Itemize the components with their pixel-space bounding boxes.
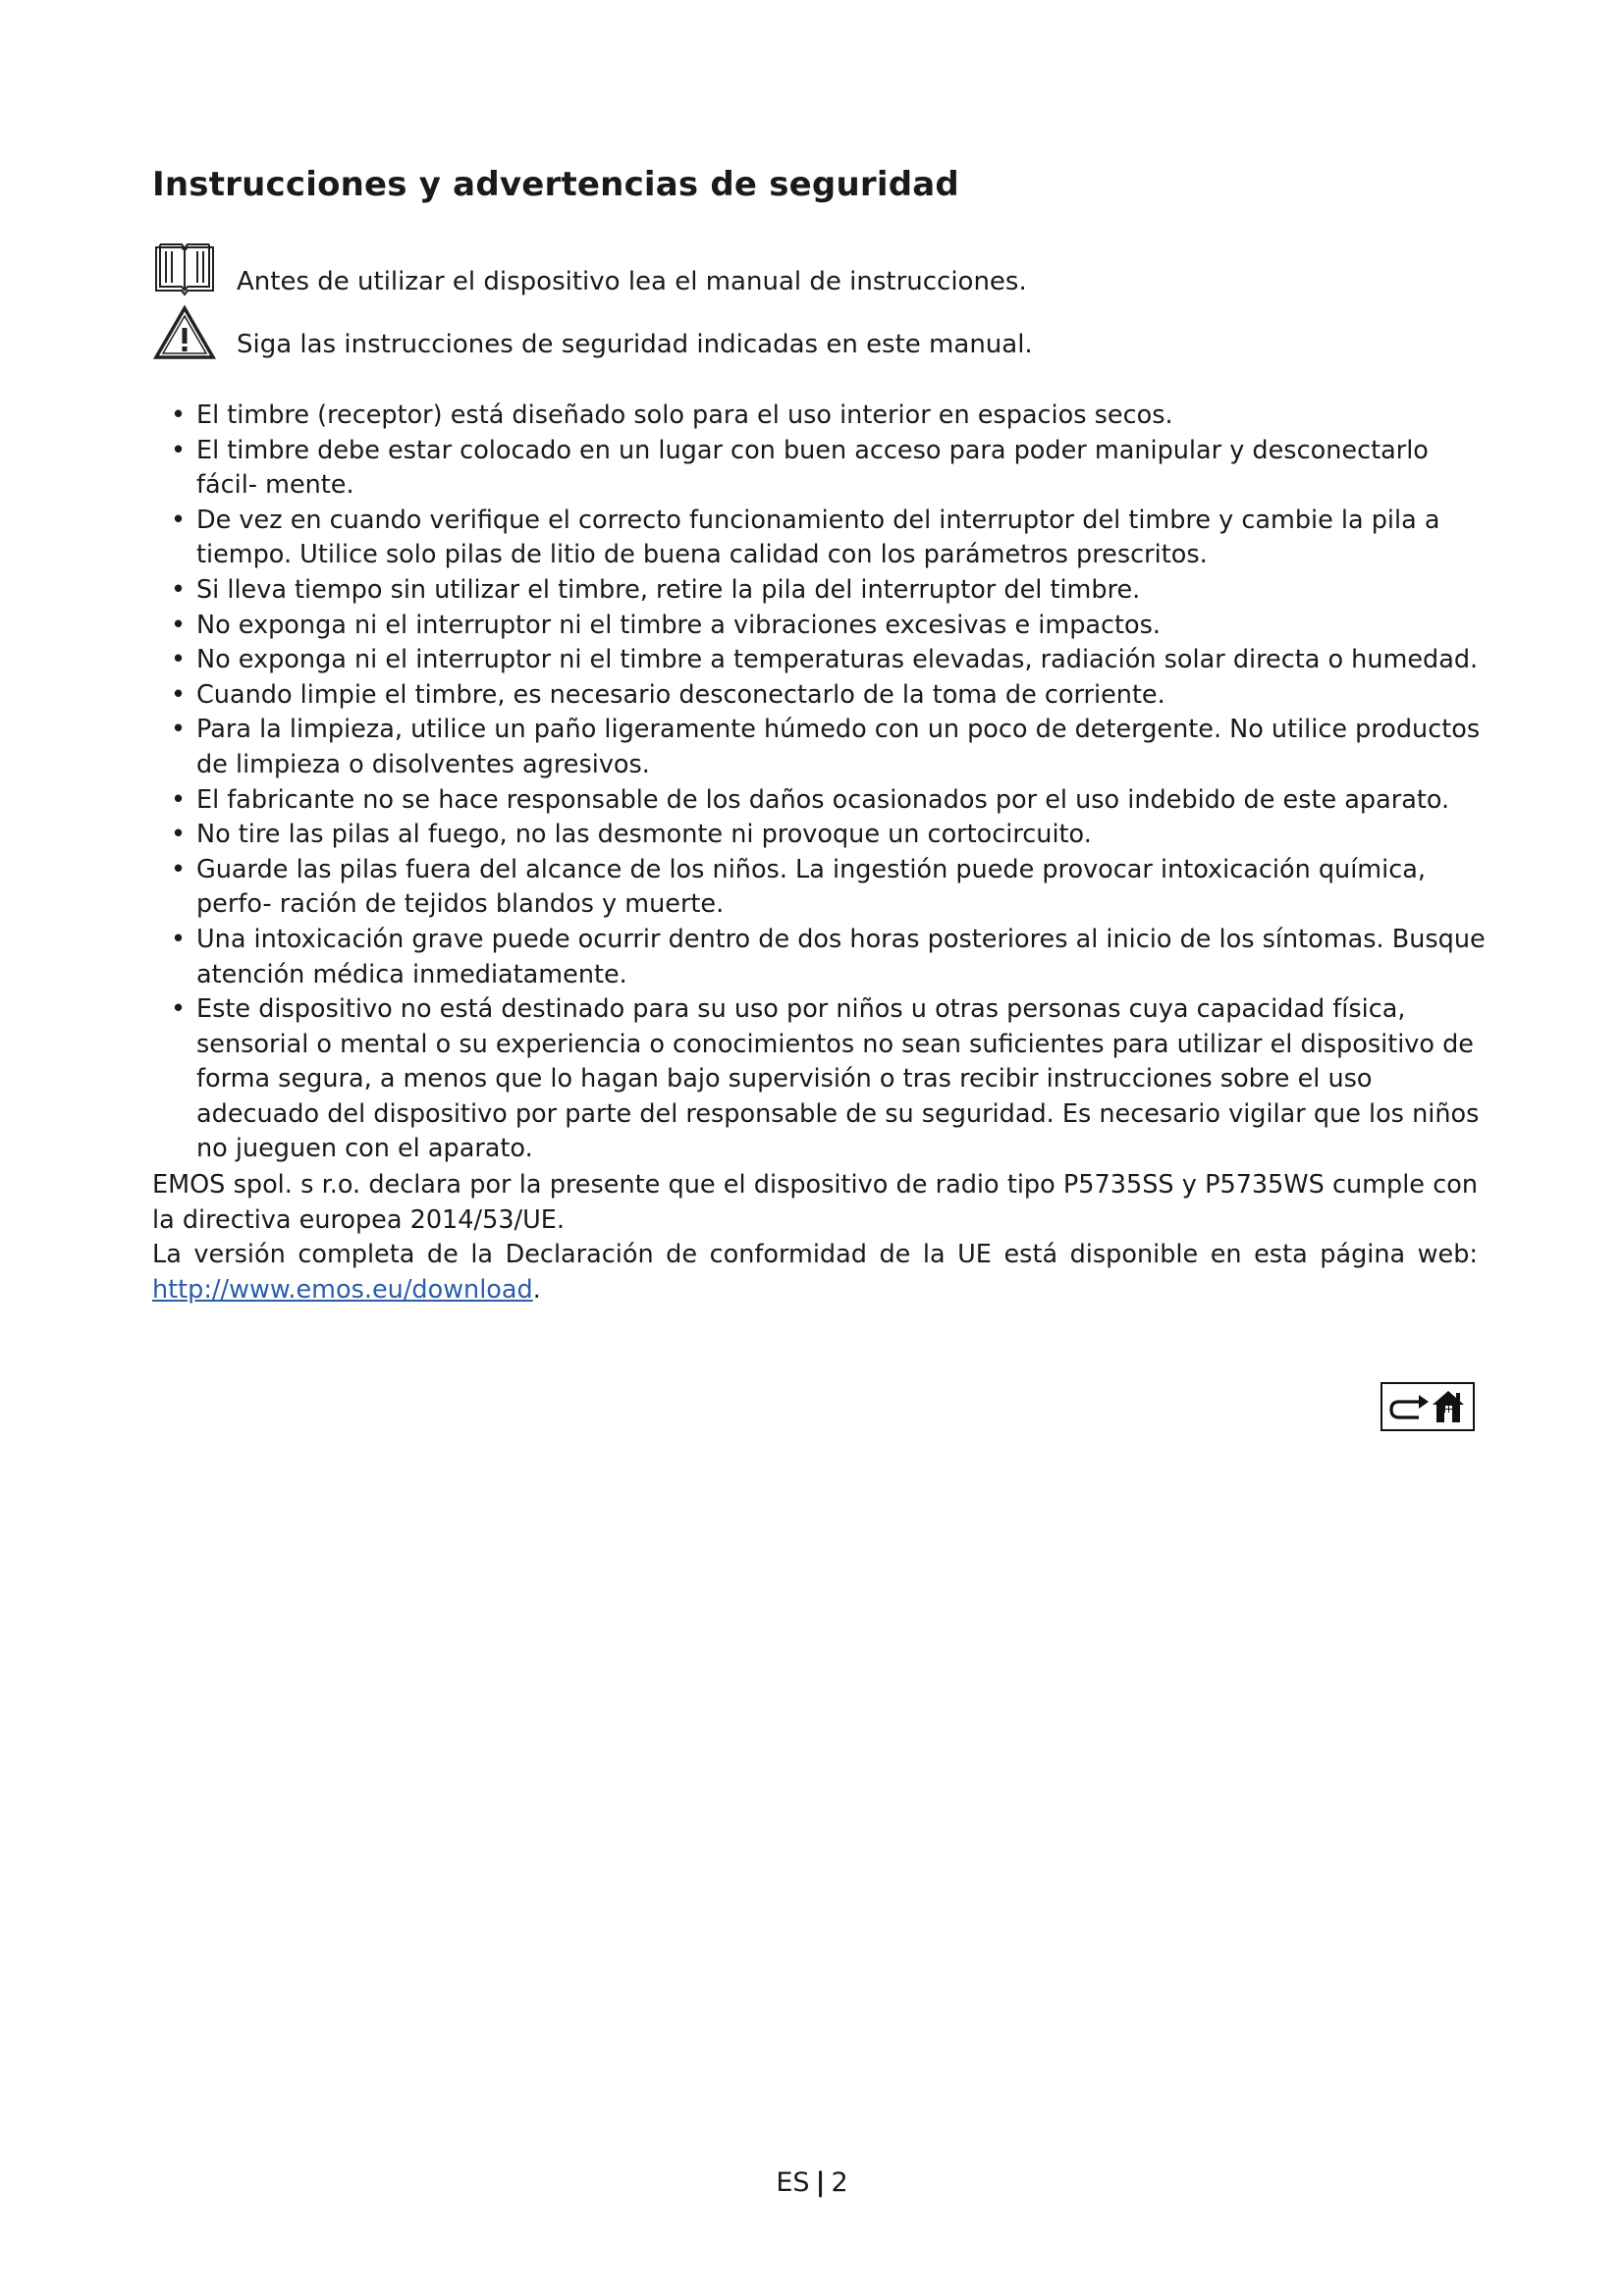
notice-read-manual <box>152 241 1027 298</box>
list-item: • Cuando limpie el timbre, es necesario desconectarlo de la toma de corriente. <box>171 678 1487 714</box>
download-link[interactable]: http://www.emos.eu/download <box>152 1274 533 1305</box>
list-item: • No exponga ni el interruptor ni el timbre a vibraciones excesivas e impactos. <box>171 609 1487 644</box>
list-item: • No exponga ni el interruptor ni el timbre a temperaturas elevadas, radiación solar directa o humedad. <box>171 643 1487 678</box>
notice-text: Antes de utilizar el dispositivo lea el manual de instrucciones. <box>237 267 1027 296</box>
list-item: • Este dispositivo no está destinado para su uso por niños u otras personas cuya capacidad física, sensorial o mental o su experiencia o conocimientos no sean suficientes para utilizar el dispositivo de forma segura, a menos que lo hagan bajo supervisión o tras recibir instrucciones sobre el uso adecuado del dispositivo por parte del responsable de su seguridad. Es necesario vigilar que los niños no jueguen con el aparato. <box>171 992 1487 1167</box>
return-home-icon <box>1385 1386 1470 1427</box>
declaration-period: . <box>532 1274 541 1305</box>
notice-text: Siga las instrucciones de seguridad indicadas en este manual. <box>237 330 1033 359</box>
book-icon <box>152 241 217 298</box>
warning-icon <box>152 304 217 361</box>
list-item: • Guarde las pilas fuera del alcance de los niños. La ingestión puede provocar intoxicación química, perfo- ración de tejidos blandos y muerte. <box>171 853 1487 923</box>
footer-language: ES <box>776 2167 810 2198</box>
page-title: Instrucciones y advertencias de seguridad <box>152 165 959 204</box>
declaration-text: La versión completa de la Declaración de conformidad de la UE está disponible en esta página web: <box>152 1240 1478 1270</box>
page-number: 2 <box>831 2167 848 2198</box>
safety-list <box>171 399 1487 1167</box>
footer-separator: | <box>815 2167 826 2198</box>
list-item: • Una intoxicación grave puede ocurrir dentro de dos horas posteriores al inicio de los síntomas. Busque atención médica inmediatamente. <box>171 923 1487 992</box>
page-footer <box>0 2167 1624 2198</box>
declaration-paragraph: EMOS spol. s r.o. declara por la presente que el dispositivo de radio tipo P5735SS y P5735WS cumple con la directiva europea 2014/53/UE. <box>152 1170 1478 1235</box>
list-item: • No tire las pilas al fuego, no las desmonte ni provoque un cortocircuito. <box>171 818 1487 853</box>
return-home-button[interactable] <box>1380 1382 1475 1431</box>
list-item: • De vez en cuando verifique el correcto funcionamiento del interruptor del timbre y cambie la pila a tiempo. Utilice solo pilas de litio de buena calidad con los parámetros prescritos. <box>171 504 1487 573</box>
list-item: • El fabricante no se hace responsable de los daños ocasionados por el uso indebido de este aparato. <box>171 783 1487 819</box>
notice-safety <box>152 304 1033 361</box>
conformity-declaration <box>152 1168 1478 1308</box>
list-item: • El timbre (receptor) está diseñado solo para el uso interior en espacios secos. <box>171 399 1487 434</box>
list-item: • El timbre debe estar colocado en un lugar con buen acceso para poder manipular y desconectarlo fácil- mente. <box>171 434 1487 504</box>
declaration-paragraph <box>152 1238 1478 1308</box>
list-item: • Si lleva tiempo sin utilizar el timbre, retire la pila del interruptor del timbre. <box>171 573 1487 609</box>
list-item: • Para la limpieza, utilice un paño ligeramente húmedo con un poco de detergente. No utilice productos de limpieza o disolventes agresivos. <box>171 713 1487 782</box>
